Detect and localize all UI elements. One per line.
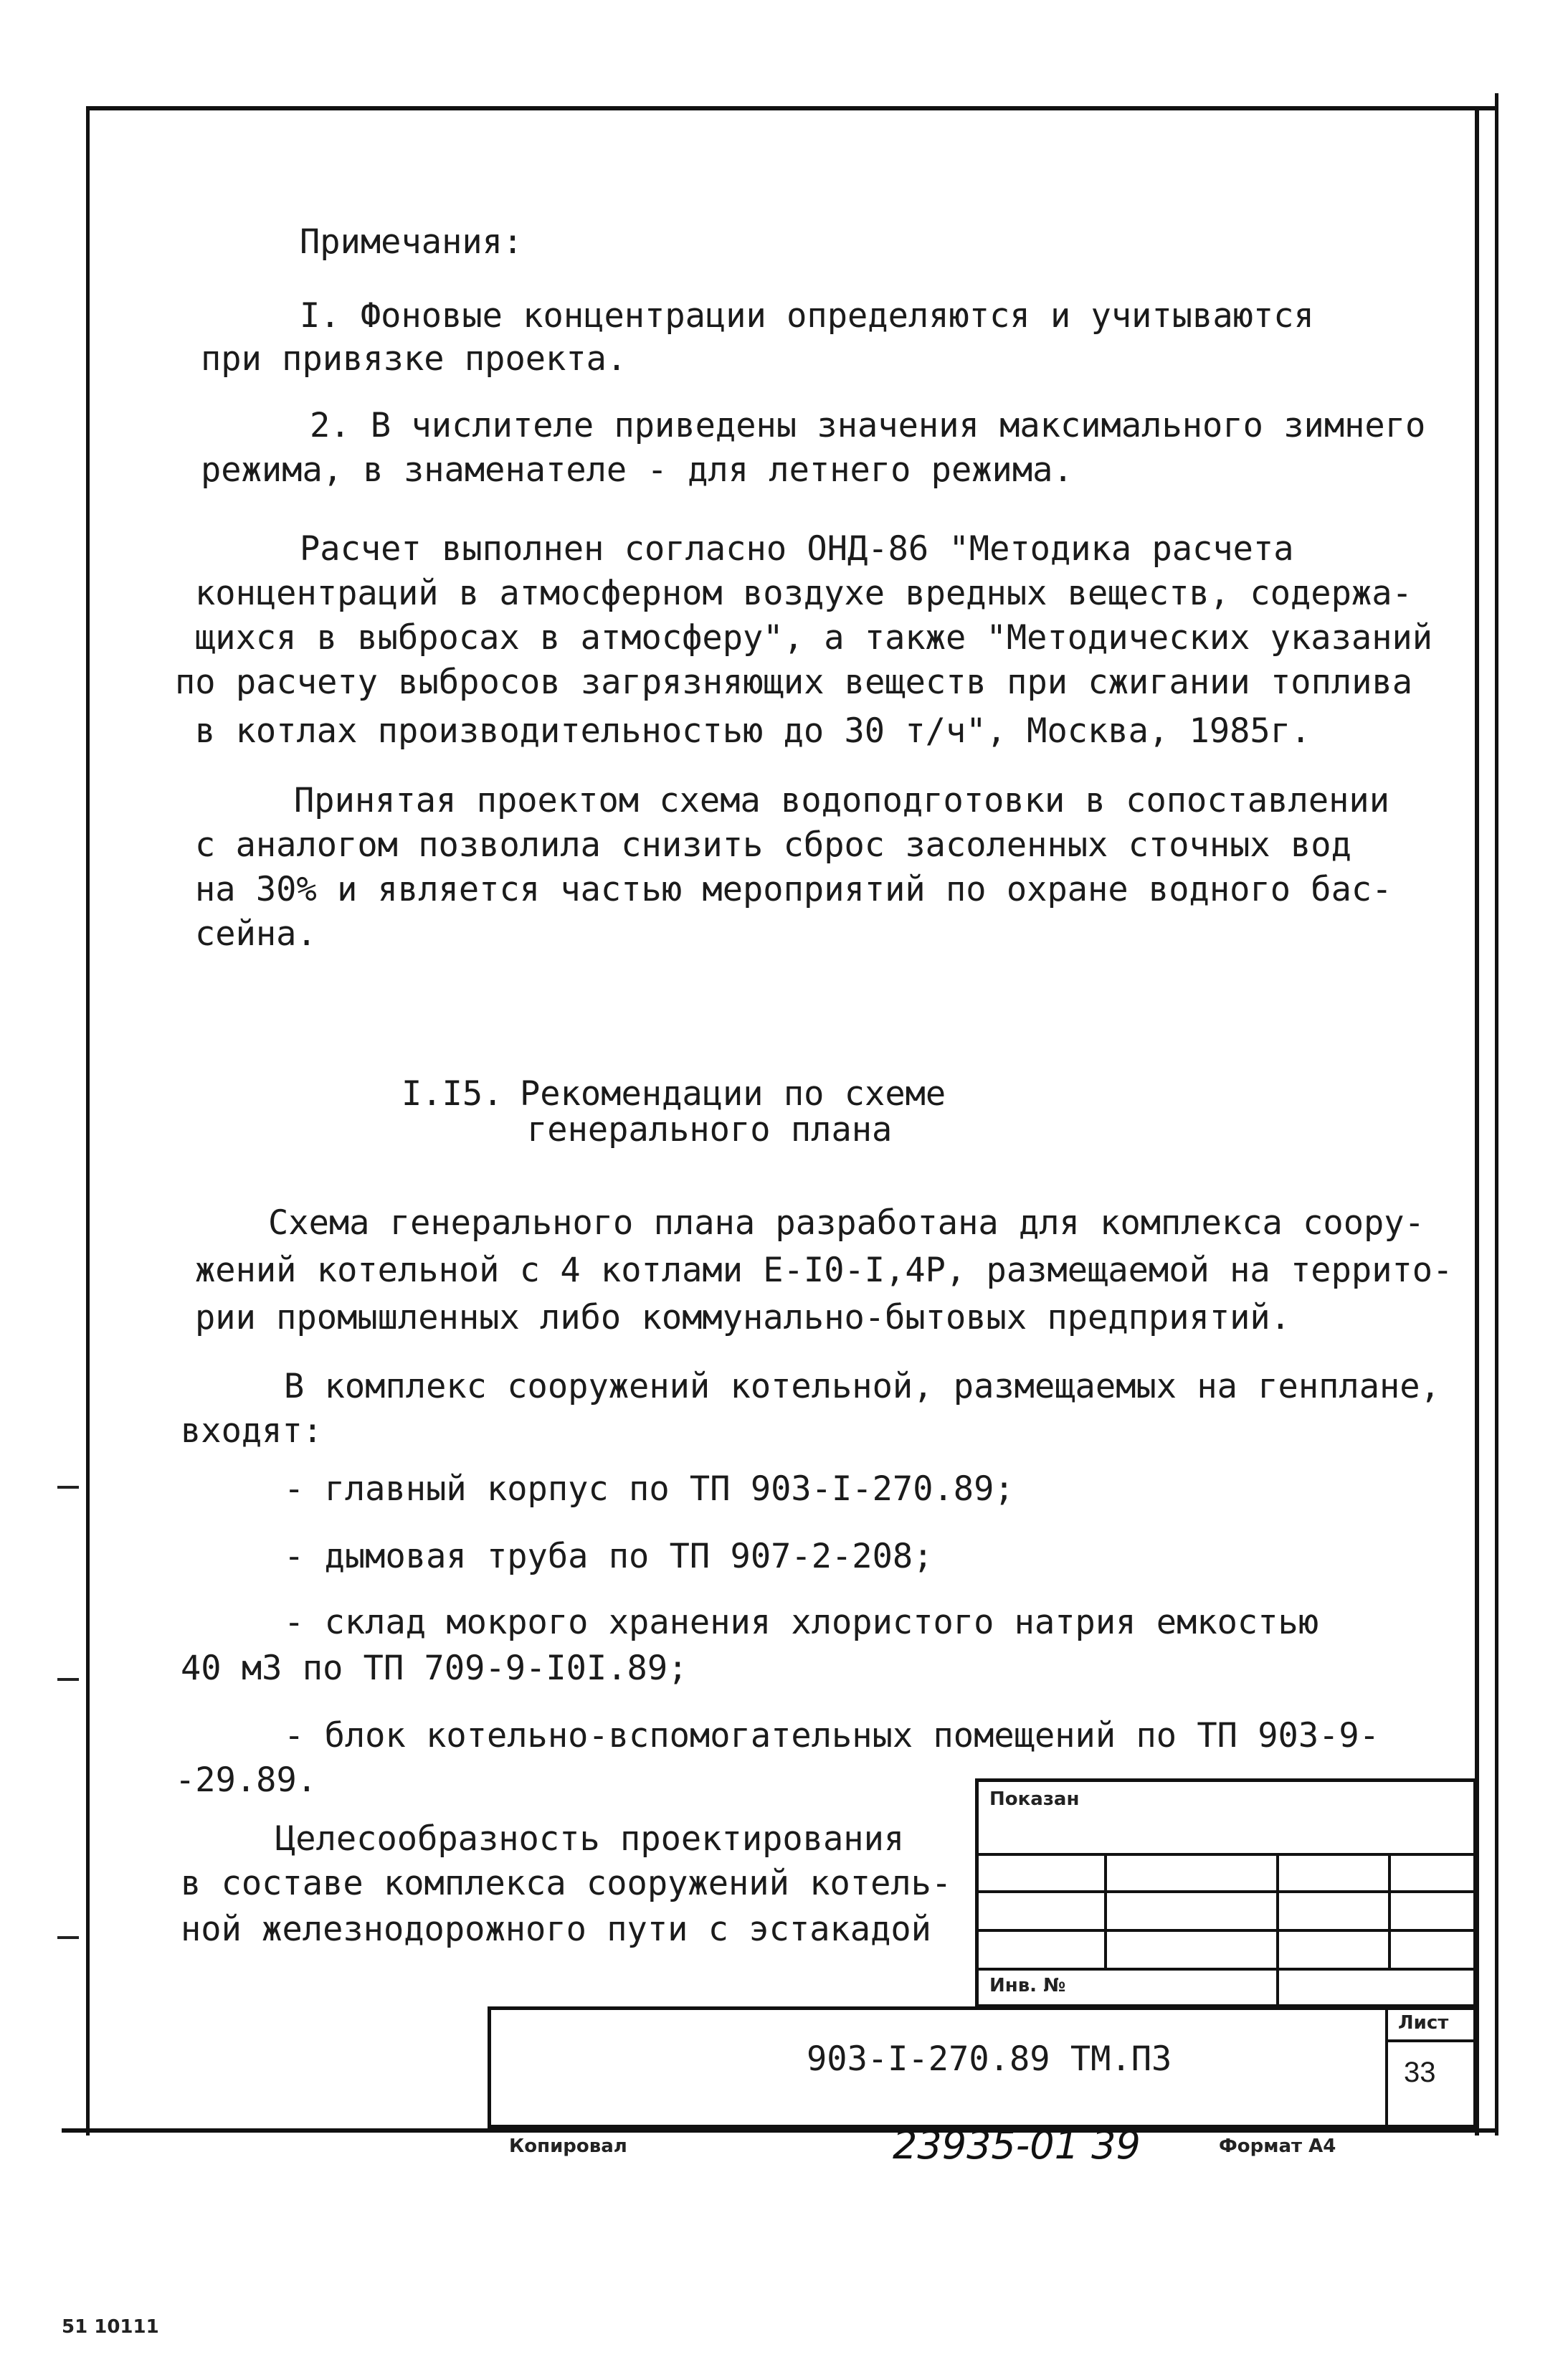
closing-paragraph-line: Целесообразность проектирования: [275, 1819, 905, 1859]
water-paragraph-line: с аналогом позволила снизить сброс засоленных сточных вод: [195, 825, 1351, 865]
closing-paragraph-line: в составе комплекса сооружений котель-: [181, 1864, 952, 1903]
note-2-line-1: 2. В числителе приведены значения максимального зимнего: [310, 406, 1426, 445]
note-1-line-1: I. Фоновые концентрации определяются и учитываются: [300, 296, 1314, 336]
notes-title: Примечания:: [300, 222, 523, 262]
list-item: - склад мокрого хранения хлористого натрия емкостью: [284, 1603, 1319, 1642]
section-title-line-2: генерального плана: [527, 1110, 893, 1150]
complex-intro-line: входят:: [181, 1411, 323, 1451]
margin-tick: [57, 1486, 79, 1489]
section-title-line-1: Рекомендации по схеме: [520, 1074, 946, 1114]
closing-paragraph-line: ной железнодорожного пути с эстакадой: [181, 1910, 931, 1949]
frame-outer-right-border: [1495, 93, 1498, 2136]
stamp-row-divider: [975, 1929, 1477, 1932]
copied-label: Копировал: [509, 2136, 627, 2157]
format-label: Формат А4: [1219, 2136, 1336, 2157]
water-paragraph-line: Принятая проектом схема водоподготовки в сопоставлении: [294, 781, 1390, 820]
margin-tick: [57, 1678, 79, 1681]
note-2-line-2: режима, в знаменателе - для летнего режима.: [201, 450, 1073, 490]
note-1-line-2: при привязке проекта.: [201, 339, 627, 379]
water-paragraph-line: на 30% и является частью мероприятий по охране водного бас-: [195, 870, 1392, 909]
complex-intro-line: В комплекс сооружений котельной, размещаемых на генплане,: [284, 1367, 1440, 1406]
stamp-upper-table: [975, 1778, 1477, 2008]
calc-paragraph-line: в котлах производительностью до 30 т/ч", Москва, 1985г.: [195, 711, 1311, 751]
sheet-number: 33: [1404, 2057, 1436, 2088]
stamp-sheet-row-divider: [1385, 2039, 1477, 2042]
calc-paragraph-line: щихся в выбросах в атмосферу", а также "Методических указаний: [195, 618, 1433, 658]
list-item: - дымовая труба по ТП 907-2-208;: [284, 1537, 933, 1576]
frame-top-border: [89, 106, 1498, 110]
water-paragraph-line: сейна.: [195, 914, 317, 954]
calc-paragraph-line: Расчет выполнен согласно ОНД-86 "Методика расчета: [300, 529, 1294, 569]
list-item-continuation: -29.89.: [175, 1760, 318, 1800]
stamp-row-divider: [975, 1968, 1477, 1971]
stamp-shown-label: Показан: [989, 1788, 1080, 1810]
section-number: I.I5.: [401, 1074, 503, 1114]
document-code: 903-I-270.89 ТМ.ПЗ: [807, 2039, 1172, 2079]
calc-paragraph-line: концентраций в атмосферном воздухе вредных веществ, содержа-: [195, 574, 1412, 613]
sheet-label: Лист: [1398, 2012, 1449, 2034]
stamp-col-divider: [1104, 1853, 1107, 1968]
calc-paragraph-line: по расчету выбросов загрязняющих веществ при сжигании топлива: [175, 663, 1413, 702]
plan-paragraph-line: рии промышленных либо коммунально-бытовых предприятий.: [195, 1298, 1291, 1337]
list-item-continuation: 40 м3 по ТП 709-9-I0I.89;: [181, 1649, 688, 1688]
frame-bottom-border: [62, 2128, 1498, 2133]
handwritten-archive-number: 23935-01 39: [893, 2123, 1141, 2168]
stamp-row-divider: [975, 1853, 1477, 1856]
plan-paragraph-line: Схема генерального плана разработана для комплекса соору-: [268, 1203, 1425, 1243]
list-item: - блок котельно-вспомогательных помещений по ТП 903-9-: [284, 1716, 1380, 1755]
stamp-col-divider: [1276, 1853, 1279, 2008]
stamp-col-divider: [1388, 1853, 1391, 1968]
plan-paragraph-line: жений котельной с 4 котлами Е-I0-I,4Р, размещаемой на террито-: [195, 1251, 1453, 1290]
stamp-row-divider: [975, 1890, 1477, 1893]
list-item: - главный корпус по ТП 903-I-270.89;: [284, 1469, 1015, 1509]
stamp-inventory-label: Инв. №: [989, 1975, 1066, 1996]
print-code: 51 10111: [62, 2316, 159, 2338]
frame-left-border: [86, 106, 90, 2136]
margin-tick: [57, 1936, 79, 1939]
stamp-sheet-divider: [1385, 2006, 1388, 2128]
